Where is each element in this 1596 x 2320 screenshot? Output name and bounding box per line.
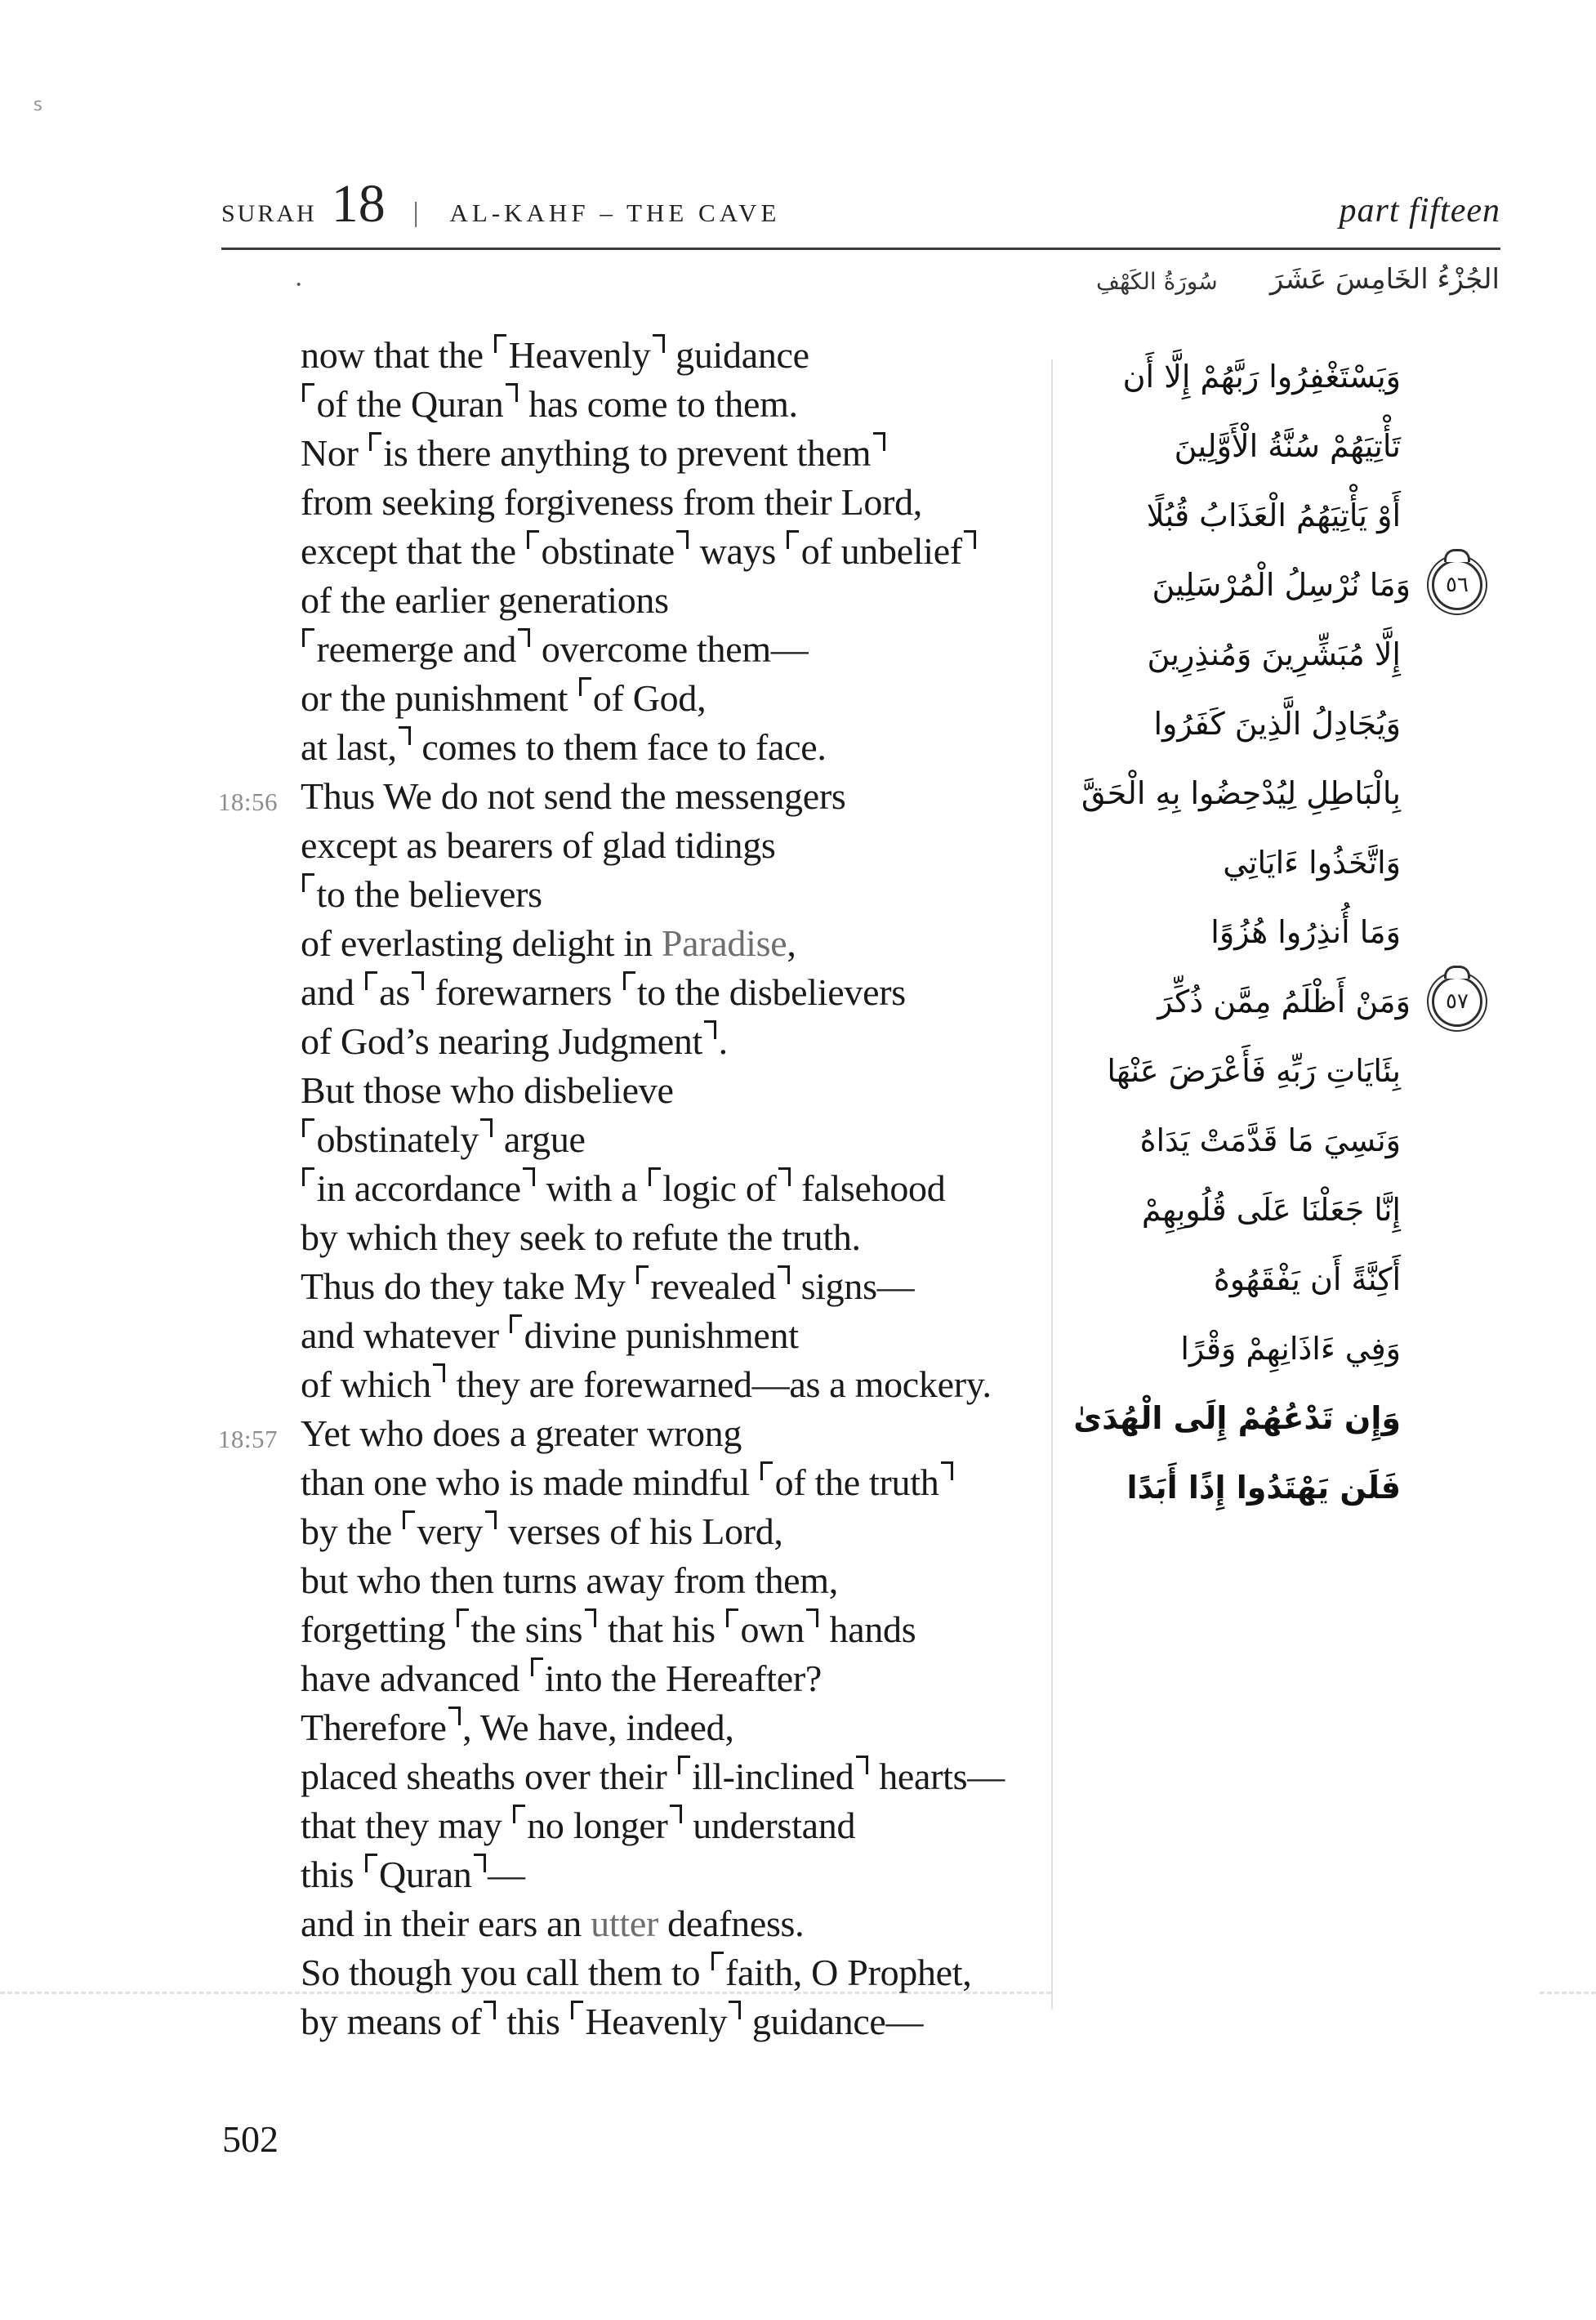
open-half-bracket [369,432,381,450]
translation-line [301,968,1032,1017]
translation-text: Nor is there anything to prevent them [301,432,887,474]
open-half-bracket [403,1510,415,1528]
translation-line [301,723,1032,772]
arabic-line [960,1036,1482,1105]
stray-dot-artifact: · [294,270,304,300]
arabic-line [960,1244,1482,1314]
translation-text: in accordance with a logic of falsehood [301,1167,945,1209]
translation-text: So though you call them to faith, O Prophet, [301,1952,972,1993]
translation-line [301,1703,1032,1752]
translation-text: Thus We do not send the messengers [301,775,846,817]
arabic-verse-text: وَفِي ءَاذَانِهِمْ وَقْرًا [1180,1330,1401,1367]
arabic-line [960,1383,1482,1452]
translation-line [301,1017,1032,1066]
close-half-bracket [523,1167,535,1185]
verse-ref: 18:57 [217,1425,278,1453]
translation-text: from seeking forgiveness from their Lord, [301,481,922,523]
close-half-bracket [433,1363,445,1381]
surah-title-arabic: سُورَةُ الكَهْفِ [1096,268,1218,295]
translation-text: reemerge and overcome them— [301,628,809,670]
open-half-bracket [302,1167,314,1185]
arabic-line [960,1452,1482,1522]
translation-line [301,1654,1032,1703]
open-half-bracket [302,383,314,401]
translation-line [301,1066,1032,1115]
translation-line [301,478,1032,527]
arabic-verse-text: وَنَسِيَ مَا قَدَّمَتْ يَدَاهُ [1139,1122,1401,1158]
translation-text: Yet who does a greater wrong [301,1412,742,1454]
close-half-bracket [412,971,424,989]
implied-word: utter [591,1903,658,1944]
translation-text: of the earlier generations [301,579,669,621]
open-half-bracket [513,1805,525,1823]
header-divider: | [412,198,419,228]
translation-line [301,870,1032,919]
verse-ref: 18:56 [217,787,278,816]
translation-text: by which they seek to refute the truth. [301,1216,861,1258]
arabic-verse-text: بِئَايَاتِ رَبِّهِ فَأَعْرَضَ عَنْهَا [1107,1052,1401,1089]
close-half-bracket [518,628,530,646]
translation-text: forgetting the sins that his own hands [301,1608,916,1650]
translation-text: than one who is made mindful of the truth [301,1461,955,1503]
arabic-verse-text: وَمَا نُرْسِلُ الْمُرْسَلِينَ [1152,566,1411,603]
close-half-bracket [653,334,665,352]
open-half-bracket [623,971,635,989]
open-half-bracket [527,530,539,548]
translation-line [301,1115,1032,1164]
translation-text: but who then turns away from them, [301,1559,838,1601]
translation-text: of which they are forewarned—as a mockery. [301,1363,992,1405]
open-half-bracket [787,530,799,548]
open-half-bracket [571,2001,583,2019]
translation-line [301,1262,1032,1311]
open-half-bracket [636,1265,649,1283]
close-half-bracket [399,726,411,744]
close-half-bracket [778,1265,790,1283]
arabic-line [960,828,1482,897]
translation-text: at last, comes to them face to face. [301,726,827,768]
translation-text: by the very verses of his Lord, [301,1510,783,1552]
arabic-column [960,341,1482,1522]
close-half-bracket [778,1167,791,1185]
implied-word: Paradise [661,922,787,964]
translation-text: and in their ears an utter deafness. [301,1903,805,1944]
arabic-line [960,897,1482,966]
horizontal-scanline-artifact [1540,1992,1596,1994]
translation-text: that they may no longer understand [301,1805,856,1846]
arabic-line [960,1175,1482,1244]
translation-text: by means of this Heavenly guidance— [301,2001,924,2042]
open-half-bracket [365,1854,377,1872]
translation-line [301,1605,1032,1654]
arabic-verse-text: وَمَا أُنذِرُوا هُزُوًا [1210,913,1401,950]
arabic-verse-text: فَلَن يَهْتَدُوا إِذًا أَبَدًا [1126,1469,1401,1506]
translation-line [217,772,1032,821]
surah-number: 18 [331,174,386,234]
page-header [221,173,1500,239]
open-half-bracket [531,1657,543,1675]
translation-text: of everlasting delight in Paradise, [301,922,796,964]
close-half-bracket [670,1805,682,1823]
close-half-bracket [729,2001,741,2019]
close-half-bracket [484,2001,496,2019]
verse-number-arabic: ٥٦ [1446,572,1469,597]
arabic-verse-text: وَإِن تَدْعُهُمْ إِلَى الْهُدَىٰ [1073,1399,1401,1436]
translation-line [301,1507,1032,1556]
arabic-verse-text: بِالْبَاطِلِ لِيُدْحِضُوا بِهِ الْحَقَّ [1081,774,1401,811]
translation-line [301,1360,1032,1409]
translation-line [301,1752,1032,1801]
translation-line [301,331,1032,380]
translation-text: obstinately argue [301,1118,586,1160]
arabic-verse-text: وَيَسْتَغْفِرُوا رَبَّهُمْ إِلَّا أَن [1122,358,1401,395]
translation-line [301,1850,1032,1899]
arabic-verse-text: إِنَّا جَعَلْنَا عَلَى قُلُوبِهِمْ [1141,1191,1401,1228]
verse-number-medallion [1432,560,1482,610]
arabic-line [960,619,1482,689]
translation-line [301,1311,1032,1360]
translation-text: or the punishment of God, [301,677,707,719]
open-half-bracket [726,1608,738,1626]
surah-name: AL-KAHF – THE CAVE [449,199,781,227]
translation-line [301,1164,1032,1213]
open-half-bracket [711,1952,724,1970]
close-half-bracket [485,1510,497,1528]
arabic-verse-text: إِلَّا مُبَشِّرِينَ وَمُنذِرِينَ [1147,636,1401,672]
translation-line [301,1997,1032,2046]
close-half-bracket [506,383,518,401]
translation-text: of the Quran has come to them. [301,383,798,425]
arabic-verse-text: أَوْ يَأْتِيَهُمُ الْعَذَابُ قُبُلًا [1146,497,1401,533]
arabic-verse-text: أَكِنَّةً أَن يَفْقَهُوهُ [1213,1260,1401,1297]
arabic-line [960,341,1482,411]
arabic-line [960,411,1482,480]
translation-text: and as forewarners to the disbelievers [301,971,906,1013]
translation-line [301,380,1032,429]
page-number: 502 [222,2118,279,2160]
arabic-line [960,758,1482,828]
translation-text: to the believers [301,873,542,915]
translation-line [301,1213,1032,1262]
translation-line [301,674,1032,723]
open-half-bracket [457,1608,469,1626]
translation-text: placed sheaths over their ill-inclined hearts— [301,1756,1005,1797]
translation-line [301,1948,1032,1997]
close-half-bracket [585,1608,597,1626]
arabic-verse-text: وَاتَّخَذُوا ءَايَاتِي [1223,844,1401,881]
close-half-bracket [480,1118,493,1136]
open-half-bracket [494,334,506,352]
translation-line [301,919,1032,968]
close-half-bracket [448,1707,461,1724]
arabic-line [960,1314,1482,1383]
arabic-line [960,1105,1482,1175]
arabic-verse-text: وَيُجَادِلُ الَّذِينَ كَفَرُوا [1153,705,1401,742]
translation-text: this Quran — [301,1854,525,1895]
close-half-bracket [856,1756,868,1773]
translation-text: Thus do they take My revealed signs— [301,1265,915,1307]
open-half-bracket [649,1167,661,1185]
surah-label: SURAH [221,200,317,227]
scan-squiggle-artifact: ᔆ [33,97,43,124]
open-half-bracket [760,1461,773,1479]
arabic-line [960,480,1482,550]
open-half-bracket [302,873,314,891]
translation-line [301,576,1032,625]
juz-title-arabic: الجُزْءُ الخَامِسَ عَشَرَ [1269,263,1500,296]
translation-line [301,1801,1032,1850]
open-half-bracket [302,1118,314,1136]
translation-line [301,625,1032,674]
close-half-bracket [941,1461,953,1479]
close-half-bracket [474,1854,486,1872]
translation-text: have advanced into the Hereafter? [301,1657,822,1699]
translation-text: of God’s nearing Judgment . [301,1020,728,1062]
open-half-bracket [510,1314,522,1332]
arabic-verse-text: تَأْتِيَهُمْ سُنَّةُ الْأَوَّلِينَ [1174,427,1401,464]
open-half-bracket [302,628,314,646]
close-half-bracket [806,1608,818,1626]
verse-number-medallion [1432,976,1482,1027]
verse-number-arabic: ٥٧ [1446,988,1469,1014]
open-half-bracket [365,971,377,989]
open-half-bracket [678,1756,690,1773]
translation-line [301,1556,1032,1605]
translation-text: now that the Heavenly guidance [301,334,809,376]
translation-line [301,1899,1032,1948]
translation-text: But those who disbelieve [301,1069,674,1111]
translation-column [217,331,1032,2046]
translation-text: and whatever divine punishment [301,1314,799,1356]
part-label: part fifteen [1339,192,1500,230]
translation-text: except as bearers of glad tidings [301,824,776,866]
arabic-verse-text: وَمَنْ أَظْلَمُ مِمَّن ذُكِّرَ [1157,983,1411,1019]
open-half-bracket [579,677,591,695]
close-half-bracket [676,530,689,548]
arabic-line [960,550,1482,619]
translation-line [301,527,1032,576]
arabic-line [960,689,1482,758]
translation-text: Therefore , We have, indeed, [301,1707,734,1748]
close-half-bracket [873,432,885,450]
translation-line [301,1458,1032,1507]
header-rule [221,248,1500,250]
translation-line [301,429,1032,478]
translation-line [301,821,1032,870]
translation-text: except that the obstinate ways of unbelief [301,530,978,572]
translation-line [217,1409,1032,1458]
close-half-bracket [704,1020,716,1038]
arabic-line [960,966,1482,1036]
